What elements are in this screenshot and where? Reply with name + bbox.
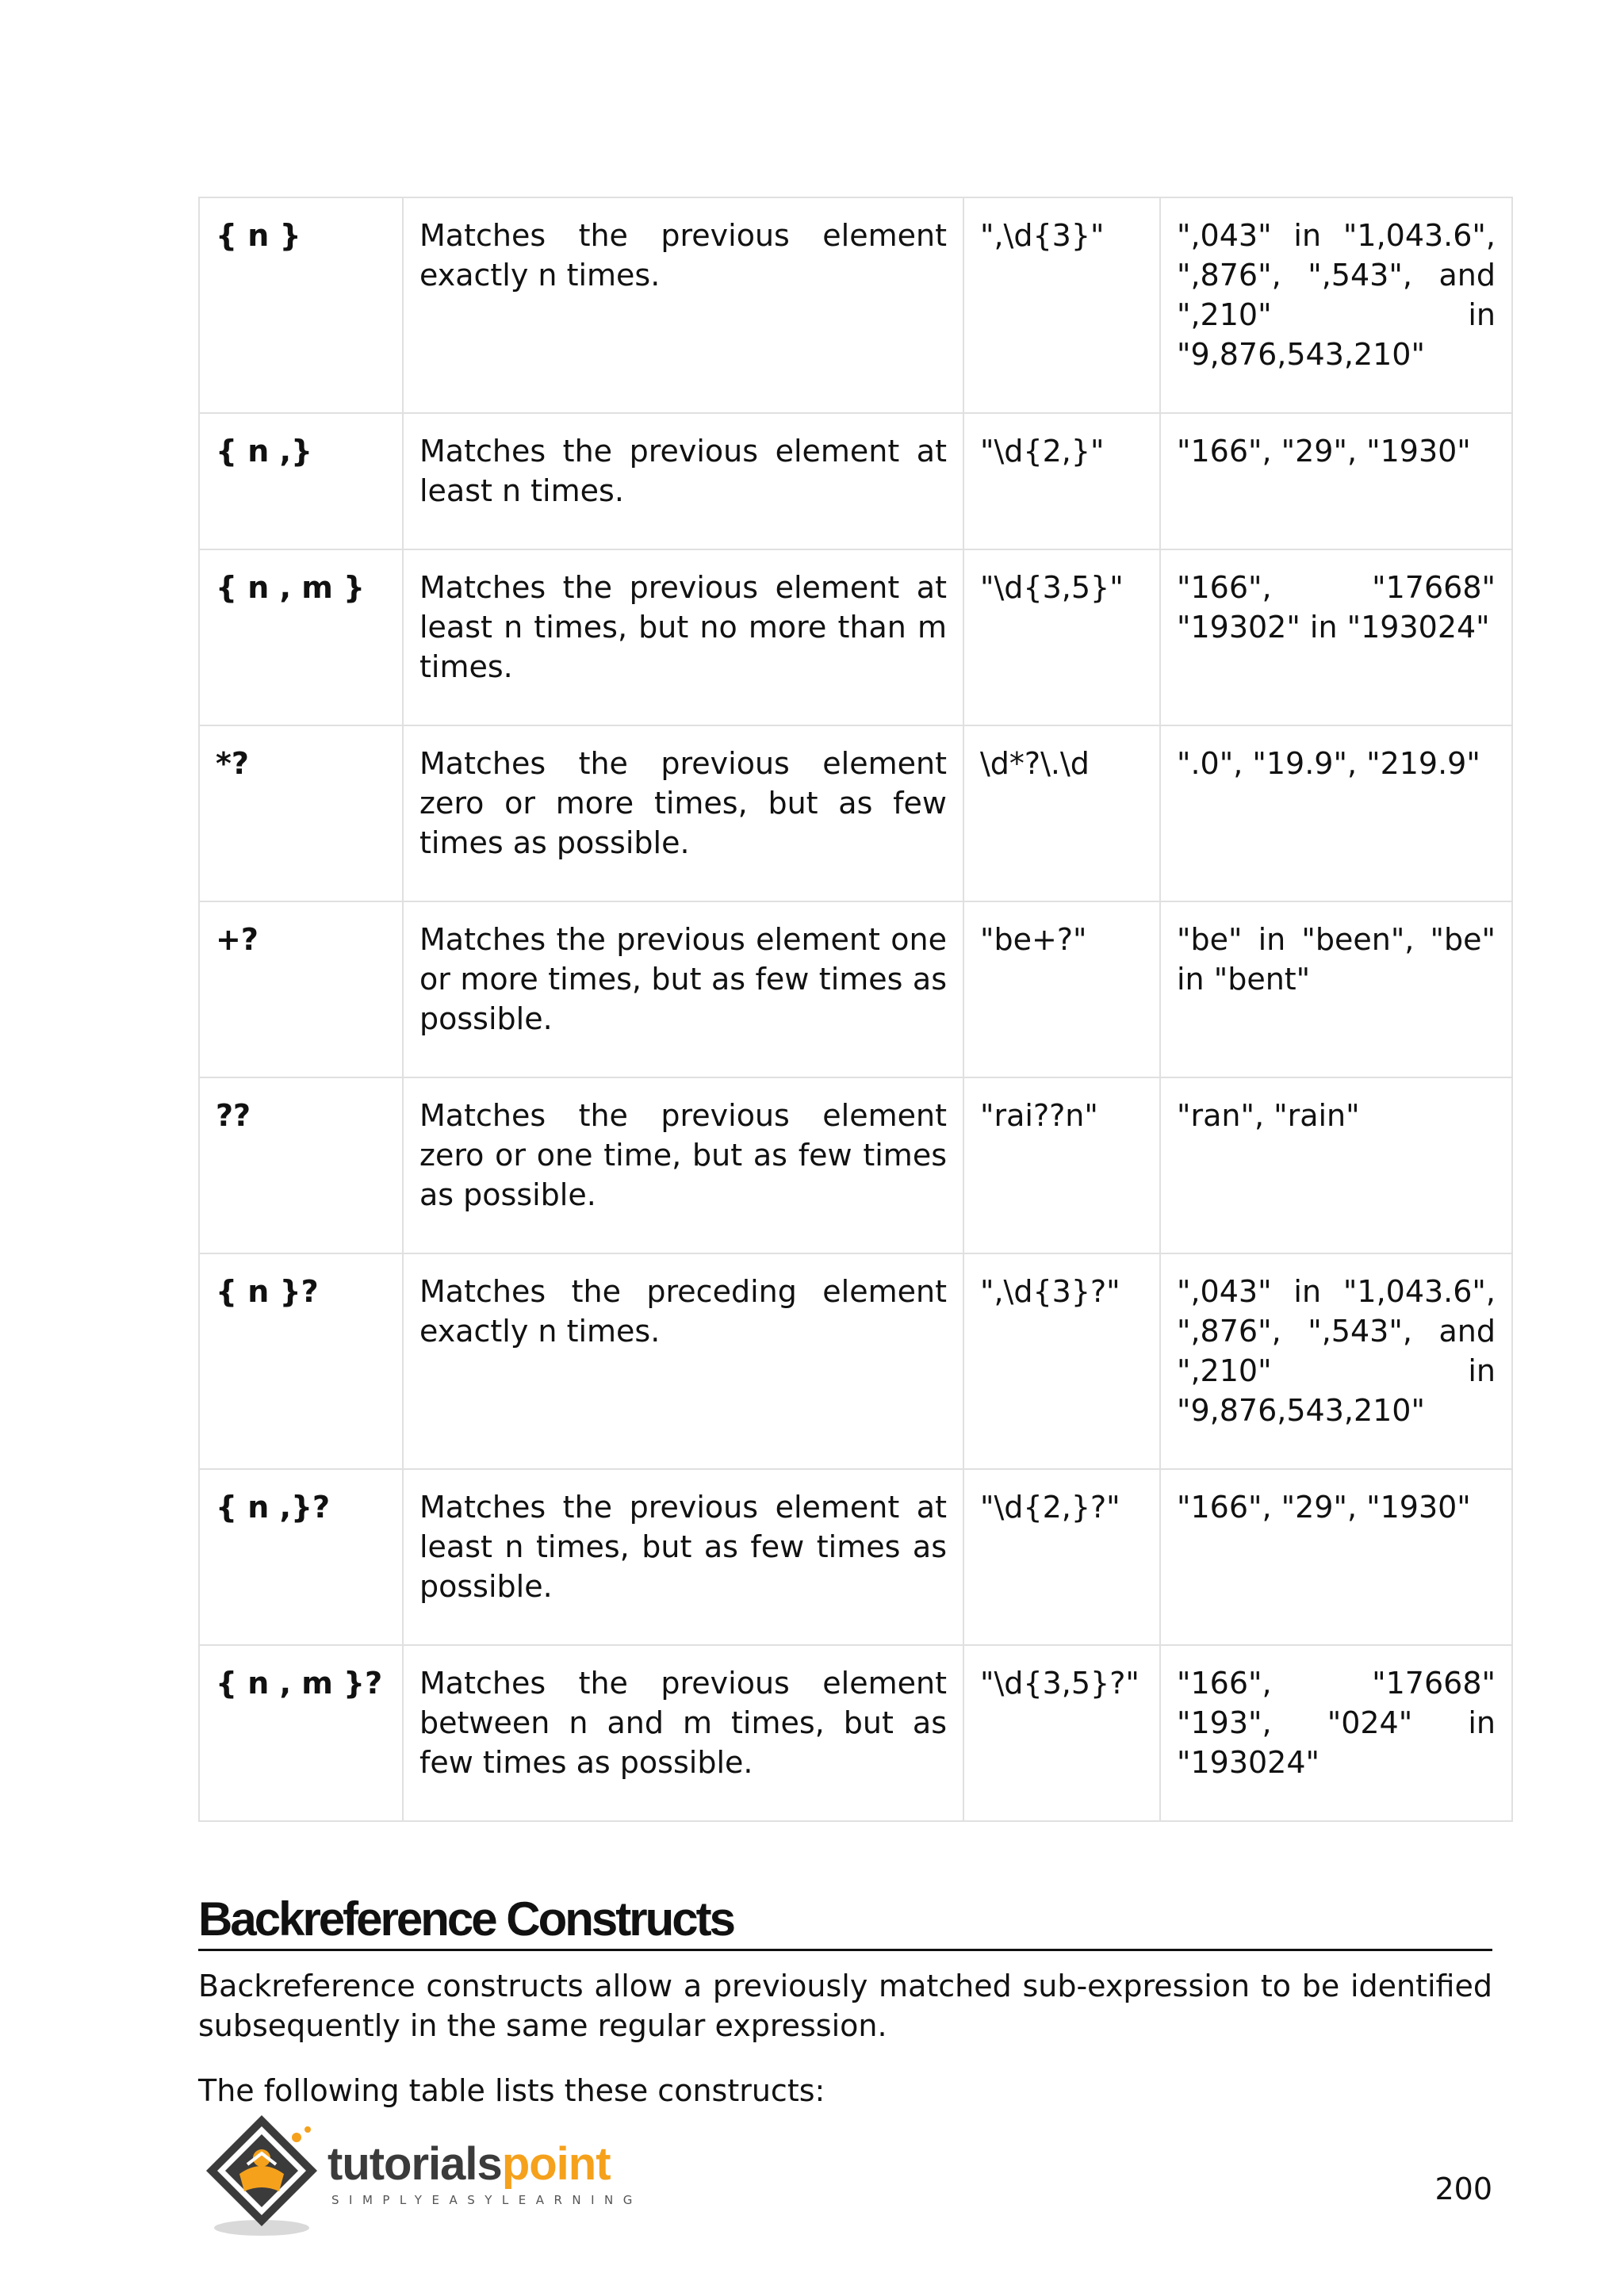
pattern-cell: { n ,} <box>199 413 403 549</box>
description-cell: Matches the previous element at least n times. <box>403 413 963 549</box>
logo-wordmark <box>327 2138 611 2190</box>
example-cell: "\d{2,}?" <box>963 1469 1160 1645</box>
matches-cell: ",043" in "1,043.6", ",876", ",543", and ",210" in "9,876,543,210" <box>1160 1253 1512 1469</box>
description-cell: Matches the previous element exactly n times. <box>403 197 963 413</box>
matches-cell: "166", "29", "1930" <box>1160 413 1512 549</box>
pattern-cell: ?? <box>199 1077 403 1253</box>
pattern-cell: *? <box>199 725 403 901</box>
matches-cell: "ran", "rain" <box>1160 1077 1512 1253</box>
matches-cell: "be" in "been", "be" in "bent" <box>1160 901 1512 1077</box>
intro-paragraph: Backreference constructs allow a previously matched sub-expression to be identified subsequently in the same regular expression. <box>198 1969 1492 2043</box>
description-cell: Matches the previous element at least n times, but no more than m times. <box>403 549 963 725</box>
logo-word-tutorials: tutorials <box>327 2138 502 2190</box>
quantifier-table <box>198 197 1513 1822</box>
table-row <box>199 725 1512 901</box>
matches-cell: ".0", "19.9", "219.9" <box>1160 725 1512 901</box>
table-row <box>199 549 1512 725</box>
example-cell: "be+?" <box>963 901 1160 1077</box>
example-cell: ",\d{3}" <box>963 197 1160 413</box>
logo-tagline: SIMPLYEASYLEARNING <box>331 2193 642 2207</box>
matches-cell: "166", "17668" "193", "024" in "193024" <box>1160 1645 1512 1821</box>
matches-cell: ",043" in "1,043.6", ",876", ",543", and ",210" in "9,876,543,210" <box>1160 197 1512 413</box>
description-cell: Matches the previous element one or more times, but as few times as possible. <box>403 901 963 1077</box>
table-row <box>199 1469 1512 1645</box>
table-row <box>199 197 1512 413</box>
example-cell: "\d{3,5}" <box>963 549 1160 725</box>
example-cell: \d*?\.\d <box>963 725 1160 901</box>
table-row <box>199 901 1512 1077</box>
example-cell: "\d{3,5}?" <box>963 1645 1160 1821</box>
table-intro-paragraph: The following table lists these constructs: <box>198 2073 825 2108</box>
pattern-cell: { n } <box>199 197 403 413</box>
tutorialspoint-logo <box>197 2109 657 2244</box>
example-cell: "\d{2,}" <box>963 413 1160 549</box>
description-cell: Matches the previous element zero or one time, but as few times as possible. <box>403 1077 963 1253</box>
pattern-cell: { n ,}? <box>199 1469 403 1645</box>
page-number: 200 <box>1434 2172 1492 2206</box>
description-cell: Matches the preceding element exactly n times. <box>403 1253 963 1469</box>
pattern-cell: +? <box>199 901 403 1077</box>
description-cell: Matches the previous element between n and m times, but as few times as possible. <box>403 1645 963 1821</box>
pattern-cell: { n , m } <box>199 549 403 725</box>
pattern-cell: { n , m }? <box>199 1645 403 1821</box>
matches-cell: "166", "29", "1930" <box>1160 1469 1512 1645</box>
table-row <box>199 413 1512 549</box>
table-row <box>199 1253 1512 1469</box>
example-cell: "rai??n" <box>963 1077 1160 1253</box>
pattern-cell: { n }? <box>199 1253 403 1469</box>
quantifier-table-body <box>199 197 1512 1821</box>
section-heading: Backreference Constructs <box>198 1892 1492 1951</box>
description-cell: Matches the previous element zero or more times, but as few times as possible. <box>403 725 963 901</box>
logo-word-point: point <box>501 2138 611 2190</box>
logo-diamond-icon <box>197 2109 331 2244</box>
example-cell: ",\d{3}?" <box>963 1253 1160 1469</box>
table-row <box>199 1645 1512 1821</box>
matches-cell: "166", "17668" "19302" in "193024" <box>1160 549 1512 725</box>
description-cell: Matches the previous element at least n times, but as few times as possible. <box>403 1469 963 1645</box>
table-row <box>199 1077 1512 1253</box>
